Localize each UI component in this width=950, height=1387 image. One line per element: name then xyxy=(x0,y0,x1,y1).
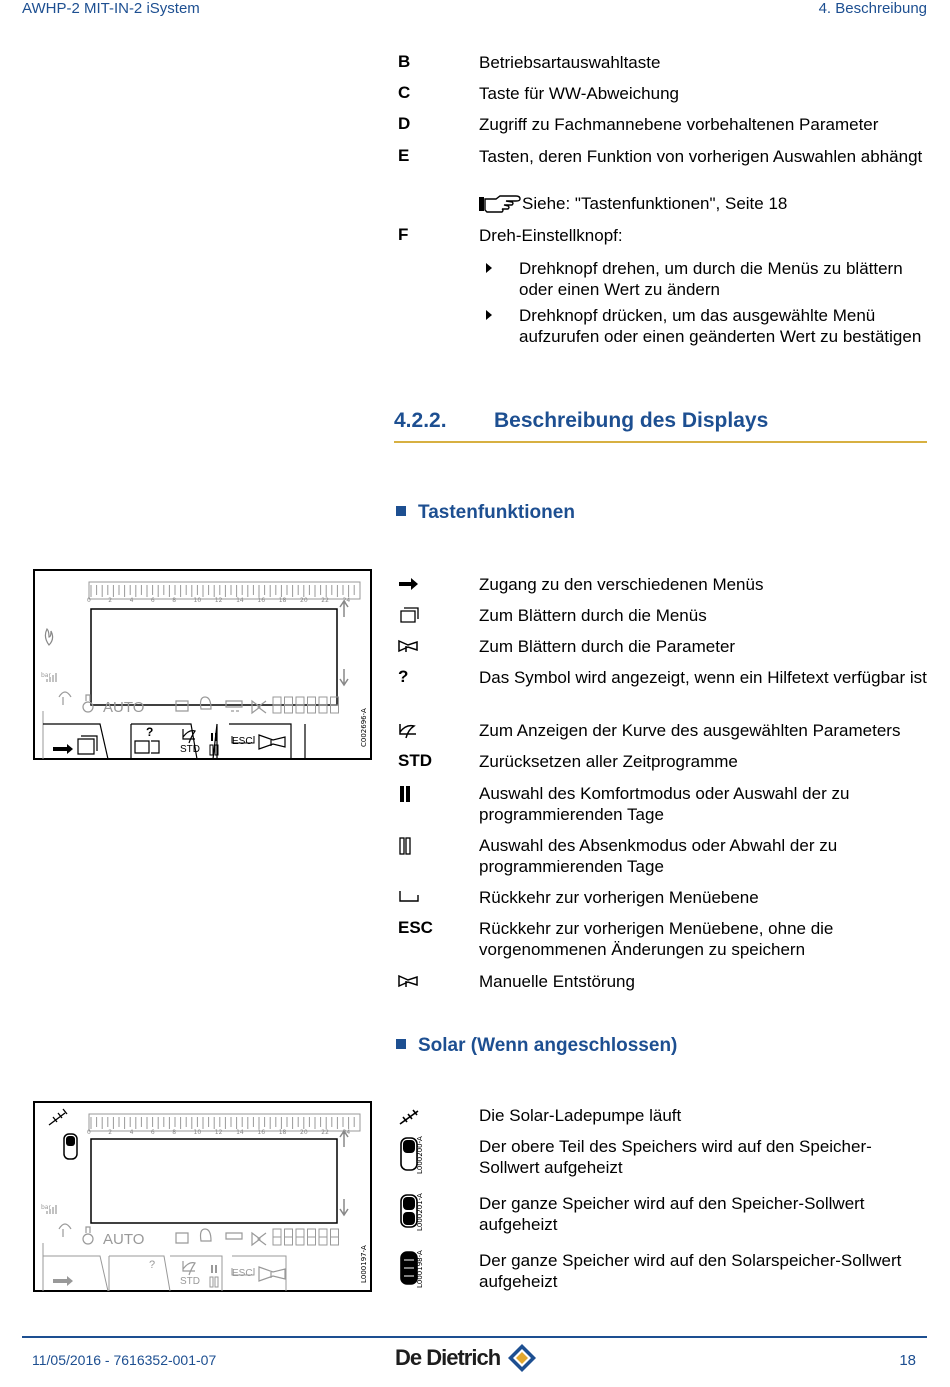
control-panel-display-1 xyxy=(33,569,373,761)
hour-label: 8 xyxy=(172,1129,177,1136)
hour-label: 14 xyxy=(236,1129,244,1136)
hour-label: 2 xyxy=(108,597,113,604)
key-function-text: Auswahl des Komfortmodus oder Auswahl der zu programmierenden Tage xyxy=(479,784,850,824)
brand-diamond-icon xyxy=(507,1343,537,1373)
bullet-arrow-icon xyxy=(486,263,492,273)
hour-label: 2 xyxy=(108,1129,113,1136)
tank-top-icon xyxy=(64,1134,77,1159)
hour-label: 6 xyxy=(150,597,155,604)
hour-label: 22 xyxy=(321,597,329,604)
bar-label: bar xyxy=(41,1204,51,1211)
subsection-solar xyxy=(396,1035,677,1057)
key-symbol: STD xyxy=(398,751,432,770)
auto-label: AUTO xyxy=(103,699,145,716)
bullet-text: Drehknopf drücken, um das ausgewählte Menü aufzurufen oder einen geänderten Wert zu bestätigen xyxy=(519,306,922,346)
key-description: Taste für WW-Abweichung xyxy=(479,84,679,103)
solar-status-text: Der ganze Speicher wird auf den Speicher-Sollwert aufgeheizt xyxy=(479,1194,865,1234)
subsection-tastenfunktionen xyxy=(396,502,575,524)
hour-label: 0 xyxy=(87,1129,91,1136)
subsection-title: Solar (Wenn angeschlossen) xyxy=(418,1035,678,1056)
key-function-text: Zugang zu den verschiedenen Menüs xyxy=(479,575,764,594)
hour-label: 8 xyxy=(172,597,177,604)
pointing-hand-icon xyxy=(478,194,522,219)
figure-code: C002696-A xyxy=(360,708,368,747)
hour-label: 14 xyxy=(236,597,244,604)
hour-label: 10 xyxy=(193,1129,202,1136)
section-title: Beschreibung des Displays xyxy=(494,409,769,432)
section-rule xyxy=(394,441,927,443)
bullet-text: Drehknopf drehen, um durch die Menüs zu blättern oder einen Wert zu ändern xyxy=(519,259,903,299)
solar-status-text: Der ganze Speicher wird auf den Solarspeicher-Sollwert aufgeheizt xyxy=(479,1251,902,1291)
key-function-text: Zum Anzeigen der Kurve des ausgewählten Parameters xyxy=(479,721,901,740)
reduced-bar-icon xyxy=(398,837,412,860)
std-label: STD xyxy=(180,1276,200,1287)
key-function-text: Rückkehr zur vorherigen Menüebene, ohne die vorgenommenen Änderungen zu speichern xyxy=(479,919,834,959)
hour-label: 16 xyxy=(257,597,266,604)
key-description: Dreh-Einstellknopf: xyxy=(479,226,623,245)
book-icon xyxy=(398,607,420,628)
hour-label: 24 xyxy=(342,1129,351,1136)
solar-status-text: Der obere Teil des Speichers wird auf den Speicher-Sollwert aufgeheizt xyxy=(479,1137,872,1177)
hour-label: 6 xyxy=(150,1129,155,1136)
bullet-arrow-icon xyxy=(486,310,492,320)
brand-name: De Dietrich xyxy=(395,1345,501,1370)
section-number: 4.2.2. xyxy=(394,409,447,432)
footer-rule xyxy=(22,1336,927,1338)
hour-label: 20 xyxy=(300,597,308,604)
bar-label: bar xyxy=(41,672,51,679)
help-icon: ? xyxy=(146,725,154,739)
key-function-text: Rückkehr zur vorherigen Menüebene xyxy=(479,888,759,907)
figure-code: L000197-A xyxy=(360,1245,368,1283)
hour-label: 24 xyxy=(342,597,351,604)
hour-label: 12 xyxy=(214,597,223,604)
help-icon: ? xyxy=(149,1259,156,1271)
esc-label: ESC xyxy=(232,1268,253,1279)
esc-label: ESC xyxy=(232,736,253,747)
key-function-text: Zum Blättern durch die Parameter xyxy=(479,637,736,656)
footer-date-ref: 11/05/2016 - 7616352-001-07 xyxy=(32,1352,217,1368)
lcd-area xyxy=(91,609,337,705)
square-bullet-icon xyxy=(396,1039,406,1049)
key-label: C xyxy=(398,83,411,102)
comfort-bar-icon xyxy=(398,785,412,808)
hour-label: 20 xyxy=(300,1129,308,1136)
key-function-text: Zurücksetzen aller Zeitprogramme xyxy=(479,752,738,771)
bullet-item xyxy=(486,258,931,300)
hour-label: 10 xyxy=(193,597,202,604)
key-label: E xyxy=(398,146,410,165)
key-description: Zugriff zu Fachmannebene vorbehaltenen Parameter xyxy=(479,115,879,134)
control-panel-display-2 xyxy=(33,1101,373,1293)
key-symbol: ESC xyxy=(398,918,433,937)
horn-icon xyxy=(398,973,420,993)
hour-label: 0 xyxy=(87,597,91,604)
page-header-left: AWHP-2 MIT-IN-2 iSystem xyxy=(22,0,200,17)
key-label: D xyxy=(398,114,411,133)
key-function-text: Auswahl des Absenkmodus oder Abwahl der zu programmierenden Tage xyxy=(479,836,838,876)
key-function-text: Manuelle Entstörung xyxy=(479,972,635,991)
see-reference-text: Siehe: "Tastenfunktionen", Seite 18 xyxy=(522,194,788,213)
hour-label: 16 xyxy=(257,1129,266,1136)
key-function-text: Das Symbol wird angezeigt, wenn ein Hilfetext verfügbar ist xyxy=(479,668,927,687)
page-number: 18 xyxy=(899,1352,916,1369)
solar-status-text: Die Solar-Ladepumpe läuft xyxy=(479,1106,682,1125)
key-symbol: ? xyxy=(398,667,409,686)
subsection-title: Tastenfunktionen xyxy=(418,502,575,523)
hour-label: 4 xyxy=(129,597,134,604)
key-description: Betriebsartauswahltaste xyxy=(479,53,661,72)
hour-label: 4 xyxy=(129,1129,134,1136)
hour-label: 18 xyxy=(278,597,287,604)
square-bullet-icon xyxy=(396,506,406,516)
auto-label: AUTO xyxy=(103,1231,145,1248)
figure-code: L000200-A xyxy=(416,1136,424,1174)
page-header-right: 4. Beschreibung xyxy=(818,0,927,17)
horn-icon xyxy=(398,638,420,658)
key-label: B xyxy=(398,52,411,71)
arrow-right-icon xyxy=(398,576,420,596)
lcd-area xyxy=(91,1139,337,1223)
key-label: F xyxy=(398,225,409,244)
key-description: Tasten, deren Funktion von vorherigen Auswahlen abhängt xyxy=(479,147,923,166)
hour-label: 12 xyxy=(214,1129,223,1136)
std-label: STD xyxy=(180,744,200,755)
key-function-text: Zum Blättern durch die Menüs xyxy=(479,606,707,625)
solar-pump-icon xyxy=(398,1108,420,1131)
hour-label: 18 xyxy=(278,1129,287,1136)
figure-code: L000201-A xyxy=(416,1193,424,1231)
figure-code: L000198-A xyxy=(416,1250,424,1288)
hour-label: 22 xyxy=(321,1129,329,1136)
brand-logo xyxy=(395,1343,537,1373)
bullet-item xyxy=(486,305,931,347)
return-icon xyxy=(398,889,420,909)
curve-icon xyxy=(398,722,420,745)
